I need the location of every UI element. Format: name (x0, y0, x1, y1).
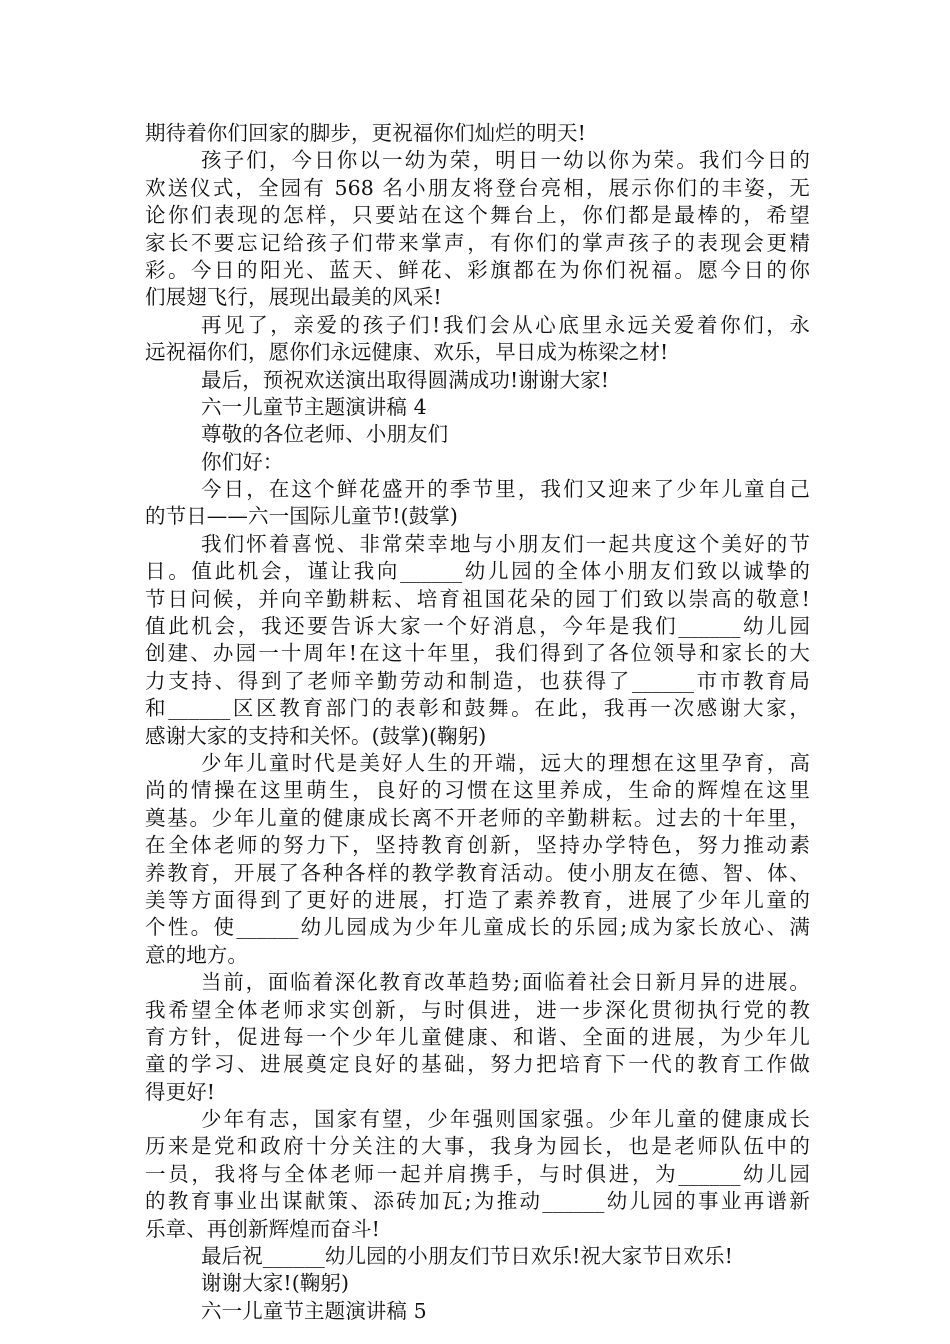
text-line: 我希望全体老师求实创新，与时俱进，进一步深化贯彻执行党的教 (145, 997, 810, 1022)
text-line: 少年有志，国家有望，少年强则国家强。少年儿童的健康成长 (201, 1107, 810, 1132)
text-line: 你们好： (201, 449, 284, 474)
text-line: 家长不要忘记给孩子们带来掌声，有你们的掌声孩子的表现会更精 (145, 230, 810, 255)
text-line: 们展翅飞行，展现出最美的风采! (145, 285, 442, 310)
text-line: 彩。今日的阳光、蓝天、鲜花、彩旗都在为你们祝福。愿今日的你 (145, 257, 810, 282)
text-line: 创建、办园一十周年!在这十年里，我们得到了各位领导和家长的大 (145, 641, 810, 666)
text-line: 当前，面临着深化教育改革趋势;面临着社会日新月异的进展。 (201, 970, 810, 995)
text-line: 童的学习、进展奠定良好的基础，努力把培育下一代的教育工作做 (145, 1052, 810, 1077)
text-line: 节日问候，并向辛勤耕耘、培育祖国花朵的园丁们致以崇高的敬意! (145, 586, 810, 611)
text-line: 日。值此机会，谨让我向______幼儿园的全体小朋友们致以诚挚的 (145, 559, 810, 584)
text-line: 的节日——六一国际儿童节!(鼓掌) (145, 504, 458, 529)
text-line: 期待着你们回家的脚步，更祝福你们灿烂的明天! (145, 121, 586, 145)
text-line: 美等方面得到了更好的进展，打造了素养教育，进展了少年儿童的 (145, 887, 810, 912)
text-line: 再见了，亲爱的孩子们!我们会从心底里永远关爱着你们，永 (201, 312, 810, 337)
text-line: 孩子们，今日你以一幼为荣，明日一幼以你为荣。我们今日的 (201, 148, 810, 173)
text-line: 六一儿童节主题演讲稿 4 (201, 394, 427, 419)
text-line: 尚的情操在这里萌生，良好的习惯在这里养成，生命的辉煌在这里 (145, 778, 810, 803)
text-line: 力支持、得到了老师辛勤劳动和制造，也获得了______市市教育局 (145, 668, 810, 693)
text-line: 值此机会，我还要告诉大家一个好消息，今年是我们______幼儿园 (145, 614, 810, 639)
text-line: 奠基。少年儿童的健康成长离不开老师的辛勤耕耘。过去的十年里， (145, 805, 810, 830)
text-line: 的教育事业出谋献策、添砖加瓦;为推动______幼儿园的事业再谱新 (145, 1189, 810, 1214)
text-line: 乐章、再创新辉煌而奋斗! (145, 1216, 380, 1241)
text-line: 个性。使______幼儿园成为少年儿童成长的乐园;成为家长放心、满 (145, 915, 810, 940)
text-line: 欢送仪式，全园有 568 名小朋友将登台亮相，展示你们的丰姿，无 (145, 175, 810, 200)
text-line: 尊敬的各位老师、小朋友们 (201, 422, 449, 447)
text-line: 历来是党和政府十分关注的大事，我身为园长，也是老师队伍中的 (145, 1134, 810, 1159)
text-line: 远祝福你们，愿你们永远健康、欢乐，早日成为栋梁之材! (145, 340, 669, 365)
text-line: 少年儿童时代是美好人生的开端，远大的理想在这里孕育，高 (201, 750, 810, 775)
text-line: 得更好! (145, 1079, 216, 1104)
text-line: 一员，我将与全体老师一起并肩携手，与时俱进，为______幼儿园 (145, 1161, 810, 1186)
text-line: 最后祝______幼儿园的小朋友们节日欢乐!祝大家节日欢乐! (201, 1244, 733, 1269)
text-line: 和______区区教育部门的表彰和鼓舞。在此，我再一次感谢大家， (145, 696, 810, 721)
text-line: 我们怀着喜悦、非常荣幸地与小朋友们一起共度这个美好的节 (201, 531, 810, 556)
text-line: 论你们表现的怎样，只要站在这个舞台上，你们都是最棒的，希望 (145, 203, 810, 228)
text-line: 六一儿童节主题演讲稿 5 (201, 1298, 427, 1323)
document-body (145, 120, 810, 1325)
text-line: 在全体老师的努力下，坚持教育创新，坚持办学特色，努力推动素 (145, 833, 810, 858)
text-line: 育方针，促进每一个少年儿童健康、和谐、全面的进展，为少年儿 (145, 1024, 810, 1049)
text-line: 最后，预祝欢送演出取得圆满成功!谢谢大家! (201, 367, 610, 392)
text-line: 感谢大家的支持和关怀。(鼓掌)(鞠躬) (145, 723, 487, 748)
text-line: 养教育，开展了各种各样的教学教育活动。使小朋友在德、智、体、 (145, 860, 810, 885)
text-line: 意的地方。 (145, 942, 248, 967)
text-line: 今日，在这个鲜花盛开的季节里，我们又迎来了少年儿童自己 (201, 477, 810, 502)
text-line: 谢谢大家!(鞠躬) (201, 1271, 350, 1296)
